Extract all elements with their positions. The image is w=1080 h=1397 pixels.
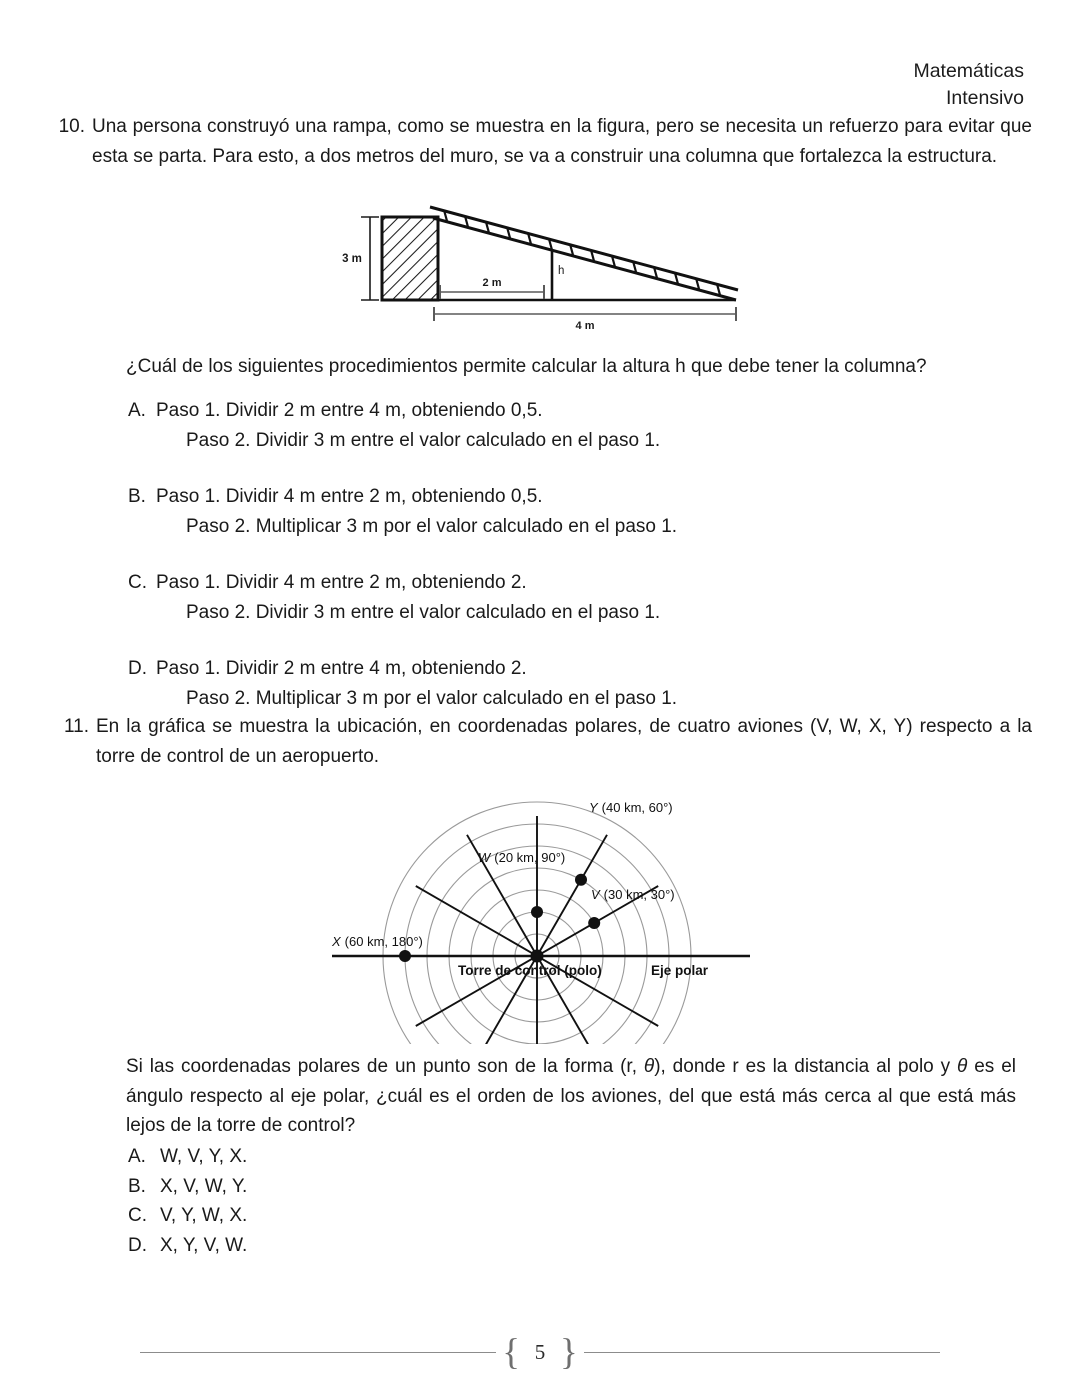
point-x-label: [331, 934, 423, 949]
q11-option-a-text: W, V, Y, X.: [160, 1146, 248, 1167]
option-c-letter: C.: [128, 572, 147, 593]
dimension-column-distance: [440, 277, 544, 299]
question-11-prompt: [126, 1052, 1016, 1141]
polar-coordinates-figure: [0, 766, 1080, 1044]
question-11-prompt-part3: es el ángulo respecto al eje polar, ¿cuál es el orden de los aviones, del que está más cerca al que está más lejos de la torre de control?: [126, 1056, 1016, 1136]
option-a-step1: Paso 1. Dividir 2 m entre 4 m, obteniendo 0,5.: [156, 400, 543, 421]
header-subject: Matemáticas: [913, 60, 1024, 82]
ramp-label-4m: 4 m: [575, 320, 595, 332]
brace-right-icon: }: [560, 1331, 578, 1373]
option-b-step1: Paso 1. Dividir 4 m entre 2 m, obteniendo 0,5.: [156, 486, 543, 507]
ramp-ladder: [430, 207, 738, 300]
question-11-prompt-part2: ), donde r es la distancia al polo y: [654, 1056, 958, 1077]
point-x-letter: X: [332, 934, 341, 949]
option-b-letter: B.: [128, 486, 146, 507]
polar-axis-caption: Eje polar: [651, 963, 709, 978]
page-footer: [0, 1325, 1080, 1379]
point-w-marker: [531, 906, 543, 918]
point-y-marker: [575, 874, 587, 886]
option-d[interactable]: [0, 654, 1080, 713]
option-d-letter: D.: [128, 658, 147, 679]
q11-option-d-text: X, Y, V, W.: [160, 1234, 248, 1256]
q11-option-c-text: V, Y, W, X.: [160, 1205, 248, 1226]
point-x-marker: [399, 950, 411, 962]
option-a-letter: A.: [128, 400, 146, 421]
brace-left-icon: {: [502, 1331, 520, 1373]
support-column: [552, 249, 564, 300]
q11-option-b-text: X, V, W, Y.: [160, 1175, 248, 1197]
option-c-step2: Paso 2. Dividir 3 m entre el valor calculado en el paso 1.: [186, 601, 661, 623]
point-v-marker: [588, 917, 600, 929]
question-10-options: [0, 396, 1080, 740]
page-number: 5: [534, 1339, 546, 1364]
ramp-label-2m: 2 m: [482, 277, 502, 289]
document-header: [913, 58, 1024, 112]
option-c[interactable]: [0, 568, 1080, 627]
option-d-step2: Paso 2. Multiplicar 3 m por el valor calculado en el paso 1.: [186, 687, 678, 709]
q11-option-b-letter: B.: [128, 1175, 146, 1197]
question-11-stem: En la gráfica se muestra la ubicación, en coordenadas polares, de cuatro aviones (V, W, X, Y) respecto a la torre de control de un aeropuerto.: [96, 716, 1032, 767]
footer-rule-left: [140, 1352, 496, 1353]
theta-symbol-1: θ: [643, 1056, 655, 1077]
dimension-wall-height: [342, 217, 379, 300]
point-y-value: (40 km, 60°): [601, 800, 673, 815]
footer-page-group: [496, 1331, 584, 1373]
q11-option-c[interactable]: [0, 1201, 1080, 1231]
point-v-value: (30 km, 30°): [603, 887, 675, 902]
dimension-total-span: [434, 307, 736, 332]
q11-option-d-letter: D.: [128, 1234, 147, 1256]
q11-option-c-letter: C.: [128, 1205, 147, 1226]
option-c-step1: Paso 1. Dividir 4 m entre 2 m, obteniendo 2.: [156, 572, 527, 593]
question-11-number: 11.: [63, 716, 89, 737]
ramp-label-3m: 3 m: [342, 253, 362, 265]
q11-option-a[interactable]: [0, 1142, 1080, 1172]
question-11: [0, 712, 1080, 771]
wall-block: [382, 217, 438, 300]
option-b-step2: Paso 2. Multiplicar 3 m por el valor calculado en el paso 1.: [186, 515, 678, 537]
point-w-label: [478, 850, 565, 865]
option-b[interactable]: [0, 482, 1080, 541]
pole-marker: [531, 950, 544, 963]
theta-symbol-2: θ: [957, 1056, 968, 1077]
question-10-number: 10.: [58, 116, 85, 137]
question-10-stem: Una persona construyó una rampa, como se muestra en la figura, pero se necesita un refuerzo para evitar que esta se parta. Para esto, a dos metros del muro, se va a construir una columna que fortalezca la estructura.: [92, 116, 1032, 167]
point-v-label: [591, 887, 675, 902]
q11-option-d[interactable]: [0, 1231, 1080, 1261]
polar-diagram: [310, 766, 770, 1044]
point-v-letter: V: [591, 887, 600, 902]
option-d-step1: Paso 1. Dividir 2 m entre 4 m, obteniendo 2.: [156, 658, 527, 679]
point-w-value: (20 km, 90°): [494, 850, 566, 865]
question-10-prompt: ¿Cuál de los siguientes procedimientos permite calcular la altura h que debe tener la columna?: [126, 356, 927, 377]
ramp-diagram: [330, 196, 750, 332]
point-y-label: [589, 800, 673, 815]
ramp-figure: [0, 196, 1080, 332]
q11-option-a-letter: A.: [128, 1146, 146, 1167]
ramp-label-h: h: [558, 265, 565, 277]
question-11-options: [0, 1142, 1080, 1260]
question-10: [0, 112, 1080, 171]
header-program: Intensivo: [945, 87, 1024, 109]
option-a-step2: Paso 2. Dividir 3 m entre el valor calculado en el paso 1.: [186, 429, 661, 451]
question-11-prompt-part1: Si las coordenadas polares de un punto son de la forma (r,: [126, 1056, 644, 1077]
option-a[interactable]: [0, 396, 1080, 455]
point-y-letter: Y: [589, 800, 598, 815]
point-w-letter: W: [478, 850, 491, 865]
point-x-value: (60 km, 180°): [344, 934, 423, 949]
footer-rule-right: [584, 1352, 940, 1353]
q11-option-b[interactable]: [0, 1172, 1080, 1202]
pole-caption: Torre de control (polo): [458, 963, 602, 978]
